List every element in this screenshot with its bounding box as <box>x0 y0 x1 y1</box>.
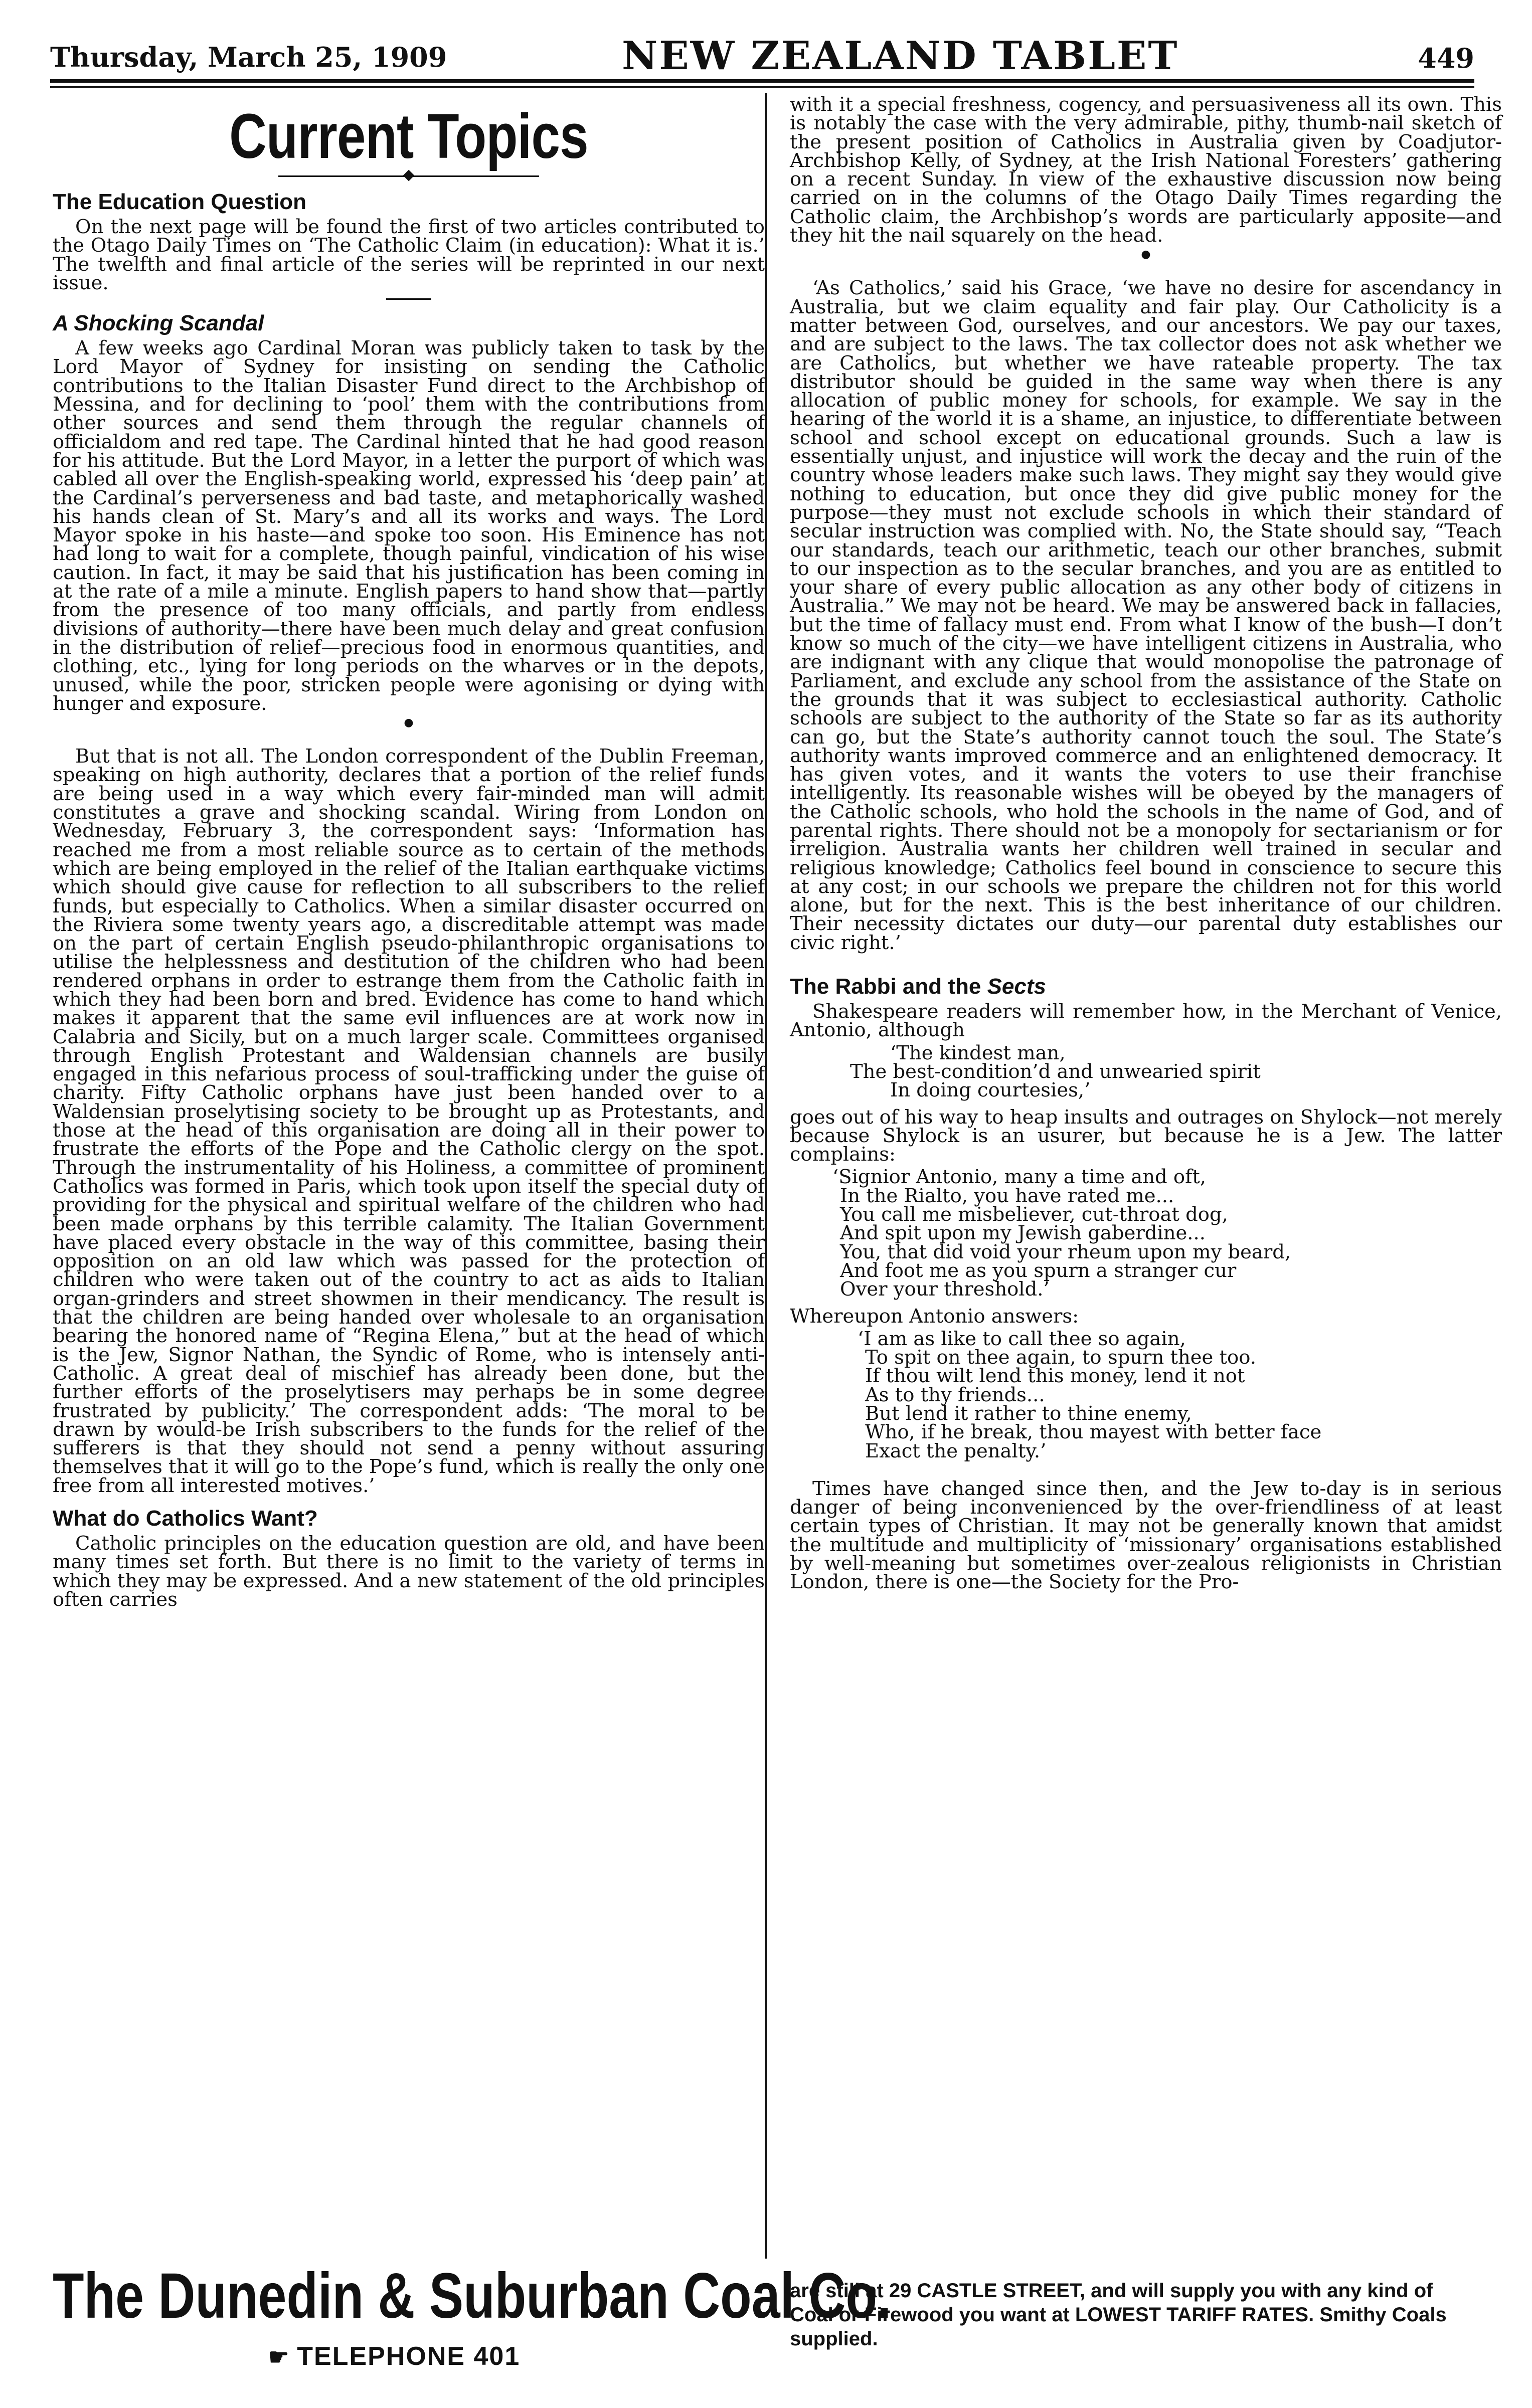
verse-quote <box>790 1327 1502 1462</box>
verse-line: ‘I am as like to call thee so again, <box>858 1327 1186 1350</box>
verse-line: You call me misbeliever, cut-throat dog, <box>840 1203 1228 1226</box>
verse-quote <box>790 1041 1502 1102</box>
pointing-hand-icon: ☛ <box>268 2344 290 2370</box>
verse-line: In the Rialto, you have rated me... <box>840 1184 1174 1207</box>
article-paragraph: with it a special freshness, cogency, and persuasiveness all its own. This is notably the case with the very admirable, pithy, thumb-nail sketch of the present position of Catholics in Australia given by Coadjutor-Archbishop Kelly, of Sydney, at the Irish National Foresters’ gathering on a recent Sunday. In view of the exhaustive discussion now being carried on in the columns of the Otago Daily Times regarding the Catholic claim, the Archbishop’s words are particularly apposite—and they hit the nail squarely on the head. <box>790 93 1502 247</box>
right-column <box>790 95 1502 1592</box>
verse-line: As to thy friends... <box>865 1383 1045 1406</box>
verse-line: Over your threshold.’ <box>840 1278 1050 1301</box>
publication-title: NEW ZEALAND TABLET <box>622 33 1179 79</box>
article-paragraph: Whereupon Antonio answers: <box>790 1305 1079 1328</box>
title-ornament <box>278 172 539 179</box>
verse-line: But lend it rather to thine enemy, <box>865 1402 1192 1425</box>
verse-line: ‘Signior Antonio, many a time and oft, <box>832 1166 1207 1189</box>
coal-company-advert <box>53 2260 892 2391</box>
divider-rule <box>386 298 431 300</box>
verse-line: To spit on thee again, to spurn thee too. <box>865 1346 1256 1369</box>
advert-text: are still at 29 CASTLE STREET, and will supply you with any kind of Coal or Firewood you want at LOWEST TARIFF RATES. Smithy Coals supplied. <box>790 2280 1447 2350</box>
masthead-rule <box>50 79 1474 83</box>
left-column <box>53 95 765 1609</box>
section-title: Current Topics <box>229 101 588 171</box>
article-paragraph: goes out of his way to heap insults and outrages on Shylock—not merely because Shylock is an usurer, but because he is a Jew. The latter complains: <box>790 1105 1502 1166</box>
article-paragraph: On the next page will be found the first of two articles contributed to the Otago Daily Times on ‘The Catholic Claim (in education): What it is.’ The twelfth and final article of the series will be reprinted in our next issue. <box>53 216 765 294</box>
verse-line: If thou wilt lend this money, lend it not <box>865 1365 1245 1388</box>
heading-education-question: The Education Question <box>53 190 307 214</box>
article-paragraph: A few weeks ago Cardinal Moran was publicly taken to task by the Lord Mayor of Sydney for insisting on sending the Catholic contributions to the Italian Disaster Fund direct to the Archbishop of Messina, and for declining to ‘pool’ them with the contributions from other sources and send them through the regular channels of officialdom and red tape. The Cardinal hinted that he had good reason for his attitude. But the Lord Mayor, in a letter the purport of which was cabled all over the English-speaking world, expressed his ‘deep pain’ at the Cardinal’s perverseness and bad taste, and metaphorically washed his hands clean of St. Mary’s and all its works and ways. The Lord Mayor spoke in his haste—and spoke too soon. His Eminence has not had long to wait for a complete, though painful, vindication of his wise caution. In fact, it may be said that his justification has been coming in at the rate of a mile a minute. English papers to hand show that—partly from the presence of too many officials, and partly from endless divisions of authority—there have been much delay and great confusion in the distribution of relief—precious food in enormous quantities, and clothing, etc., lying for long periods on the wharves or in the depots, unused, while the poor, stricken people were agonising or dying with hunger and exposure. <box>53 337 765 715</box>
verse-line: And foot me as you spurn a stranger cur <box>840 1259 1237 1282</box>
quoted-speech: ‘As Catholics,’ said his Grace, ‘we have no desire for ascendancy in Australia, but we claim equality and fair play. Our Catholicity is a matter between God, ourselves, and our ancestors. We pay our taxes, and are subject to the laws. The tax collector does not ask whether we are Catholics, but whether we have rateable property. The tax distributor should be guided in the same way when there is any allocation of public money for schools, for example. We say in the hearing of the world it is a shame, an injustice, to differentiate between school and school except on educational grounds. Such a law is essentially unjust, and injustice will work the decay and the ruin of the country whose leaders make such laws. They might say they would give nothing to education, but once they did give public money for the purpose—they must not exclude schools in which their standard of secular instruction was complied with. No, the State should say, “Teach our standards, teach our arithmetic, teach our other branches, submit to our inspection as to the secular branches, and you are as entitled to your share of every public allocation as any other body of citizens in Australia.” We may not be heard. We may be answered back in fallacies, but the time of fallacy must end. From what I know of the bush—I don’t know so much of the city—we have intelligent citizens in Australia, who are indignant with any clique that would monopolise the patronage of Parliament, and exclude any school from the assistance of the State on the grounds that it was subject to ecclesiastical authority. Catholic schools are subject to the authority of the State so far as its authority can go, but the State’s authority cannot touch the soul. The State’s authority wants improved commerce and an enlightened democracy. It has given votes, and it wants the voters to use their franchise intelligently. Its reasonable wishes will be obeyed by the managers of the Catholic schools, who hold the schools in the name of God, and of parental rights. There should not be a monopoly for sectarianism or for irreligion. Australia wants her children well trained in secular and religious knowledge; Catholics feel bound in conscience to secure this at any cost; in our schools we prepare the children not for this world alone, but for the next. This is the best inheritance of our children. Their necessity dictates our duty—our parental duty establishes our civic right.’ <box>790 277 1502 954</box>
verse-line: ‘The kindest man, <box>890 1041 1066 1064</box>
verse-line: Exact the penalty.’ <box>865 1439 1047 1462</box>
masthead <box>50 32 1474 77</box>
heading-shocking-scandal: A Shocking Scandal <box>53 311 264 336</box>
article-paragraph: Shakespeare readers will remember how, in the Merchant of Venice, Antonio, although <box>790 1000 1502 1042</box>
article-paragraph: Times have changed since then, and the Jew to-day is in serious danger of being inconvenienced by the over-friendliness of at least certain types of Christian. It may not be generally known that amidst the multitude and multiplicity of ‘missionary’ organisations established by well-meaning but sometimes over-zealous religionists in Christian London, there is one—the Society for the Pro- <box>790 1477 1502 1594</box>
column-divider <box>765 93 767 2259</box>
article-paragraph: Catholic principles on the education question are old, and have been many times set forth. But there is no limit to the variety of terms in which they may be expressed. And a new statement of the old principles often carries <box>53 1532 765 1611</box>
masthead-rule-thin <box>50 86 1474 88</box>
separator-mark: ● <box>1141 248 1151 261</box>
advert-telephone: ☛ TELEPHONE 401 <box>268 2342 521 2371</box>
heading-what-catholics-want: What do Catholics Want? <box>53 1506 318 1531</box>
verse-line: Who, if he break, thou mayest with better face <box>865 1421 1322 1444</box>
heading-rabbi-and-sects: The Rabbi and the Sects <box>790 974 1046 999</box>
verse-quote <box>790 1168 1502 1299</box>
advert-company-name: The Dunedin & Suburban Coal Co. <box>53 2260 892 2332</box>
separator-mark: ● <box>404 716 414 729</box>
page-number: 449 <box>1418 42 1474 74</box>
article-paragraph: But that is not all. The London correspondent of the Dublin Freeman, speaking on high authority, declares that a portion of the relief funds are being used in a way which every fair-minded man will admit constitutes a grave and shocking scandal. Wiring from London on Wednesday, February 3, the correspondent says: ‘Information has reached me from a most reliable source as to certain of the methods which are being employed in the relief of the Italian earthquake victims which should give cause for reflection to all subscribers to the relief funds, but especially to Catholics. When a similar disaster occurred on the Riviera some twenty years ago, a discreditable attempt was made on the part of certain English pseudo-philanthropic organisations to utilise the helplessness and destitution of the children who had been rendered orphans in order to estrange them from the Catholic faith in which they had been born and bred. Evidence has come to hand which makes it apparent that the same evil influences are at work now in Calabria and Sicily, but on a much larger scale. Committees organised through English Protestant and Waldensian channels are busily engaged in this nefarious process of soul-trafficking under the guise of charity. Fifty Catholic orphans have just been handed over to a Waldensian proselytising society to be brought up as Protestants, and those at the head of this organisation are doing all in their power to frustrate the efforts of the Pope and the Catholic clergy on the spot. Through the instrumentality of his Holiness, a committee of prominent Catholics was formed in Paris, which took upon itself the special duty of providing for the physical and spiritual welfare of the children who had been made orphans by this terrible calamity. The Italian Government have placed every obstacle in the way of this committee, basing their opposition on an old law which was passed for the protection of children who were taken out of the country to act as aids to Italian organ-grinders and street showmen in their mendicancy. The result is that the children are being handed over wholesale to an organisation bearing the honored name of “Regina Elena,” but at the head of which is the Jew, Signor Nathan, the Syndic of Rome, who is intensely anti-Catholic. A great deal of mischief has already been done, but the further efforts of the proselytisers may perhaps be in some degree frustrated by publicity.’ The correspondent adds: ‘The moral to be drawn by would-be Irish subscribers to the funds for the relief of the sufferers is that they should not send a penny without assuring themselves that it will go to the Pope’s fund, which is really the only one free from all interested motives.’ <box>53 745 765 1497</box>
verse-line: The best-condition’d and unwearied spirit <box>850 1060 1261 1083</box>
verse-line: In doing courtesies,’ <box>890 1079 1091 1102</box>
issue-date: Thursday, March 25, 1909 <box>50 41 447 73</box>
verse-line: And spit upon my Jewish gaberdine... <box>840 1222 1206 1245</box>
verse-line: You, that did void your rheum upon my beard, <box>840 1240 1291 1263</box>
